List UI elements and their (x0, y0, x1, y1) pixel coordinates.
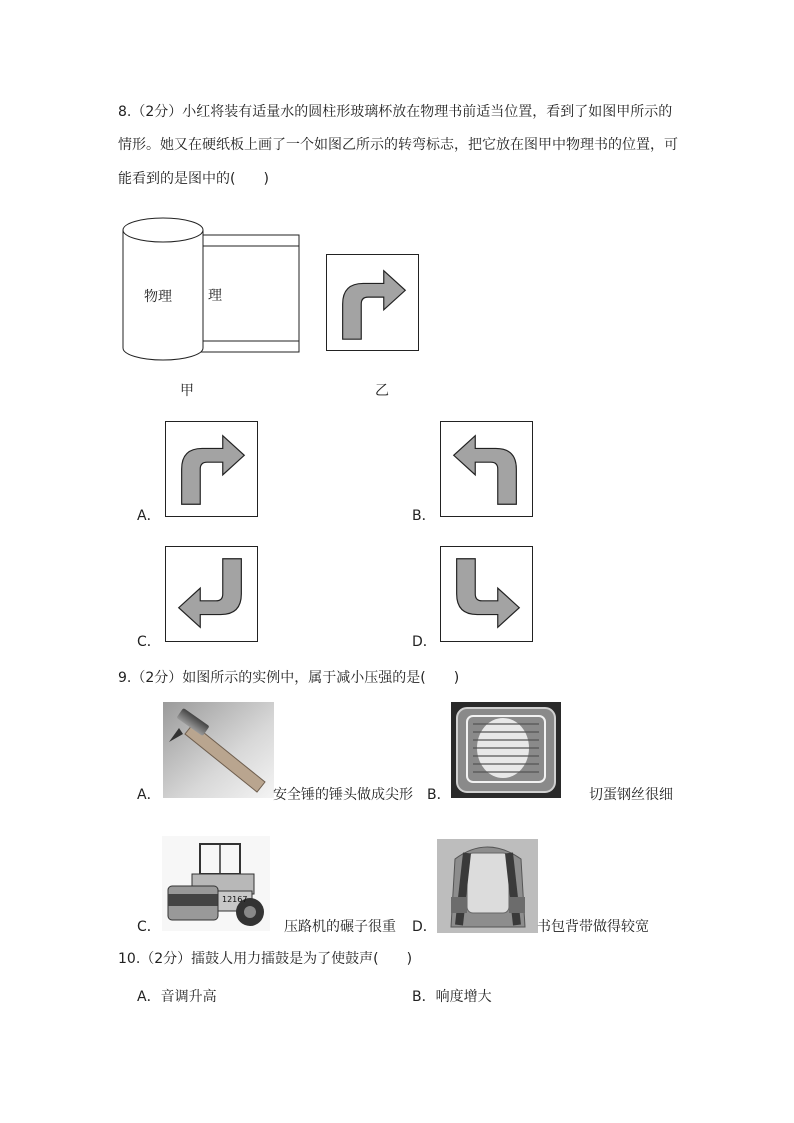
road-roller-photo[interactable] (162, 836, 270, 931)
q8-option-a-letter: A． (137, 508, 161, 524)
q8-option-c-letter: C． (137, 634, 161, 650)
label-yi: 乙 (375, 383, 389, 399)
q8-option-c-sign[interactable] (165, 546, 258, 642)
q9-option-a-text: 安全锤的锤头做成尖形 (273, 787, 413, 803)
q8-option-b-letter: B． (412, 508, 436, 524)
book-text: 理 (208, 288, 222, 304)
roller-plate: 12167 (222, 895, 248, 904)
q10-stem: 10.（2分）擂鼓人用力擂鼓是为了使鼓声( ) (118, 951, 413, 967)
q10-option-b[interactable] (412, 988, 492, 1006)
q8-option-b-sign[interactable] (440, 421, 533, 517)
turn-right-arrow-icon (166, 422, 257, 516)
q9-option-c-letter: C． (137, 919, 161, 935)
q9-option-b-letter: B． (427, 787, 451, 803)
q8-option-d-letter: D． (412, 634, 437, 650)
q10-option-b-letter: B． (412, 989, 436, 1005)
q8-option-a-sign[interactable] (165, 421, 258, 517)
label-jia: 甲 (180, 383, 194, 399)
q8-stem-line1: 8.（2分）小红将装有适量水的圆柱形玻璃杯放在物理书前适当位置，看到了如图甲所示的 (118, 104, 673, 120)
q9-option-d-text: 书包背带做得较宽 (537, 919, 649, 935)
q9-stem: 9.（2分）如图所示的实例中，属于减小压强的是( ) (118, 670, 460, 686)
hammer-icon (163, 702, 274, 798)
q9-option-a-letter: A． (137, 787, 161, 803)
turn-right-arrow-icon (327, 255, 418, 350)
down-left-arrow-icon (166, 547, 257, 641)
backpack-icon (437, 839, 538, 933)
egg-slicer-icon (451, 702, 561, 798)
figure-jia (118, 208, 303, 368)
q8-option-d-sign[interactable] (440, 546, 533, 642)
safety-hammer-photo[interactable] (163, 702, 274, 798)
q10-option-a-letter: A． (137, 989, 161, 1005)
q10-option-a-text: 音调升高 (160, 989, 217, 1005)
cup-text: 物理 (144, 289, 172, 305)
q8-stem-line2: 情形。她又在硬纸板上画了一个如图乙所示的转弯标志，把它放在图甲中物理书的位置，可 (118, 137, 678, 153)
q9-option-d-letter: D． (412, 919, 437, 935)
backpack-photo[interactable] (437, 839, 538, 933)
egg-slicer-photo[interactable] (451, 702, 561, 798)
q9-option-c-text: 压路机的碾子很重 (284, 919, 396, 935)
figure-yi-sign (326, 254, 419, 351)
road-roller-icon (162, 836, 270, 931)
turn-left-arrow-icon (441, 422, 532, 516)
q10-option-a[interactable] (137, 988, 217, 1006)
q10-option-b-text: 响度增大 (435, 989, 492, 1005)
q8-stem-line3: 能看到的是图中的( ) (118, 171, 269, 187)
down-right-arrow-icon (441, 547, 532, 641)
q9-option-b-text: 切蛋钢丝很细 (589, 787, 673, 803)
